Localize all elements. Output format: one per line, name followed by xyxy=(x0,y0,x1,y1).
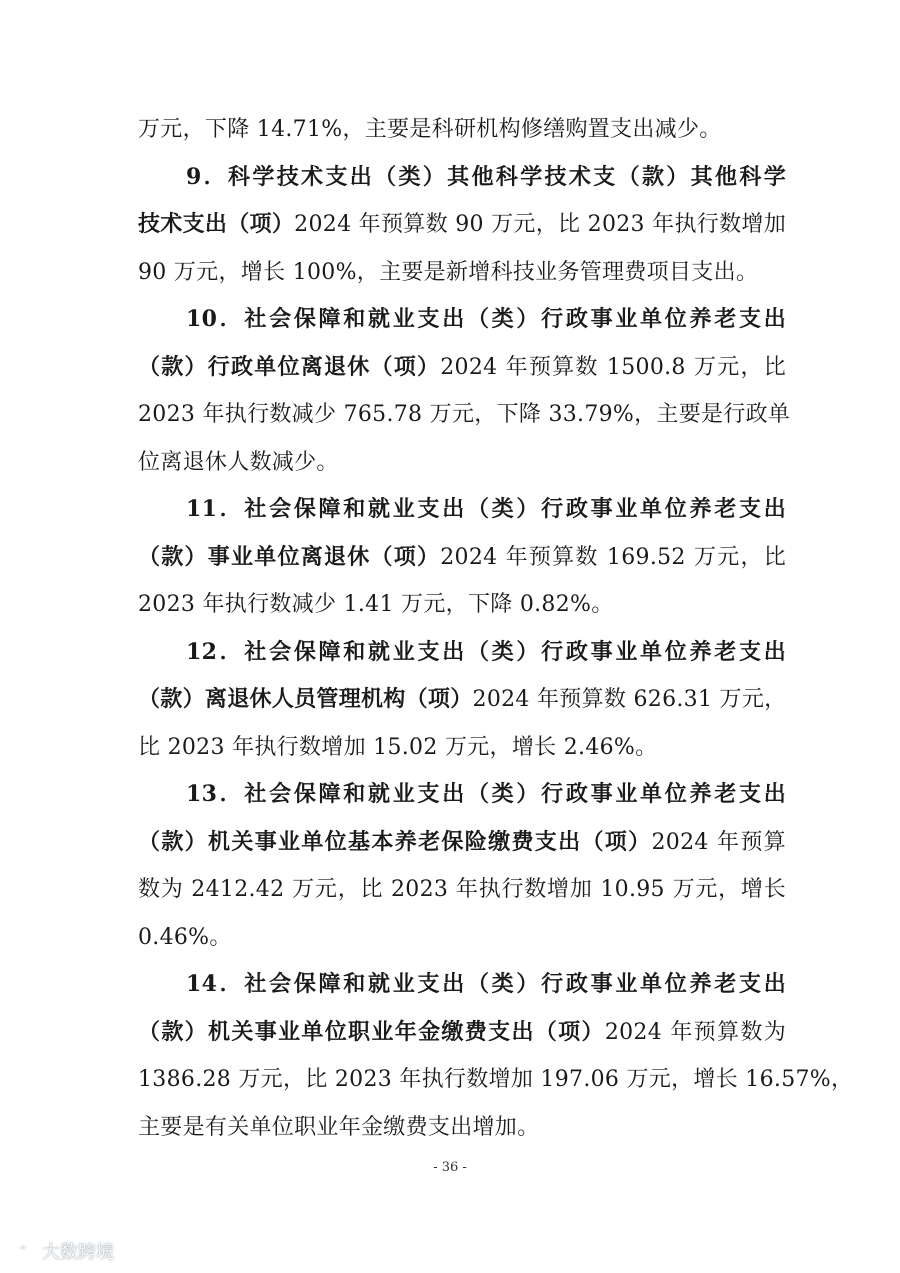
text-line xyxy=(138,391,791,439)
text-line xyxy=(138,961,786,1009)
body-text-span: 2024 年预算数为 xyxy=(604,1019,786,1045)
body-text xyxy=(138,106,854,1151)
body-text-span: 0.46%。 xyxy=(138,924,232,950)
heading-text: 10．社会保障和就业支出（类）行政事业单位养老支出 xyxy=(186,306,786,332)
heading-text: （款）机关事业单位基本养老保险缴费支出（项） xyxy=(138,828,652,855)
heading-text: （款）行政单位离退休（项） xyxy=(138,353,441,380)
body-text-span: 2024 年预算 xyxy=(651,829,786,855)
heading-text: （款）机关事业单位职业年金缴费支出（项） xyxy=(138,1018,605,1045)
body-text-span: 2024 年预算数 1500.8 万元，比 xyxy=(440,354,786,380)
text-line xyxy=(138,676,786,724)
text-line xyxy=(138,486,786,534)
body-text-span: 万元，下降 14.71%，主要是科研机构修缮购置支出减少。 xyxy=(138,117,722,142)
heading-text: 12．社会保障和就业支出（类）行政事业单位养老支出 xyxy=(186,638,786,665)
body-text-span: 90 万元，增长 100%，主要是新增科技业务管理费项目支出。 xyxy=(138,259,759,285)
heading-text: 13．社会保障和就业支出（类）行政事业单位养老支出 xyxy=(186,781,786,807)
body-text-span: 2024 年预算数 90 万元，比 2023 年执行数增加 xyxy=(294,212,786,237)
body-text-span: 数为 2412.42 万元，比 2023 年执行数增加 10.95 万元，增长 xyxy=(138,877,786,902)
heading-text: 9．科学技术支出（类）其他科学技术支（款）其他科学 xyxy=(186,163,786,190)
text-line xyxy=(138,439,786,487)
text-line xyxy=(138,154,786,202)
watermark xyxy=(10,1238,114,1264)
text-line xyxy=(138,1009,786,1057)
text-line xyxy=(138,581,786,629)
watermark-text: 大数跨境 xyxy=(42,1242,114,1263)
heading-text: 技术支出（项） xyxy=(138,211,295,237)
heading-text: （款）事业单位离退休（项） xyxy=(138,543,441,570)
page-number: - 36 - xyxy=(433,1160,467,1175)
text-line xyxy=(138,1056,854,1104)
text-line xyxy=(138,914,786,962)
body-text-span: 2024 年预算数 169.52 万元，比 xyxy=(440,544,786,570)
text-line xyxy=(138,724,786,772)
text-line xyxy=(138,344,786,392)
text-line xyxy=(138,771,786,819)
heading-text: 14．社会保障和就业支出（类）行政事业单位养老支出 xyxy=(186,971,786,997)
body-text-span: 2023 年执行数减少 765.78 万元，下降 33.79%，主要是行政单 xyxy=(138,402,791,427)
body-text-span: 位离退休人数减少。 xyxy=(138,449,339,475)
text-line xyxy=(138,201,786,249)
quote-bubble-logo-icon xyxy=(10,1238,36,1264)
text-line xyxy=(138,866,786,914)
heading-text: （款）离退休人员管理机构（项） xyxy=(138,686,473,712)
body-text-span: 主要是有关单位职业年金缴费支出增加。 xyxy=(138,1114,540,1140)
heading-text: 11．社会保障和就业支出（类）行政事业单位养老支出 xyxy=(186,496,786,522)
text-line xyxy=(138,629,786,677)
text-line xyxy=(138,296,786,344)
text-line xyxy=(138,819,786,867)
text-line xyxy=(138,1104,786,1152)
body-text-span: 比 2023 年执行数增加 15.02 万元，增长 2.46%。 xyxy=(138,734,658,760)
body-text-span: 1386.28 万元，比 2023 年执行数增加 197.06 万元，增长 16.57%， xyxy=(138,1067,854,1092)
svg-text:“: “ xyxy=(20,1244,26,1257)
text-line xyxy=(138,534,786,582)
body-text-span: 2024 年预算数 626.31 万元， xyxy=(472,687,787,712)
body-text-span: 2023 年执行数减少 1.41 万元，下降 0.82%。 xyxy=(138,592,614,617)
text-line xyxy=(138,249,786,297)
text-line xyxy=(138,106,786,154)
